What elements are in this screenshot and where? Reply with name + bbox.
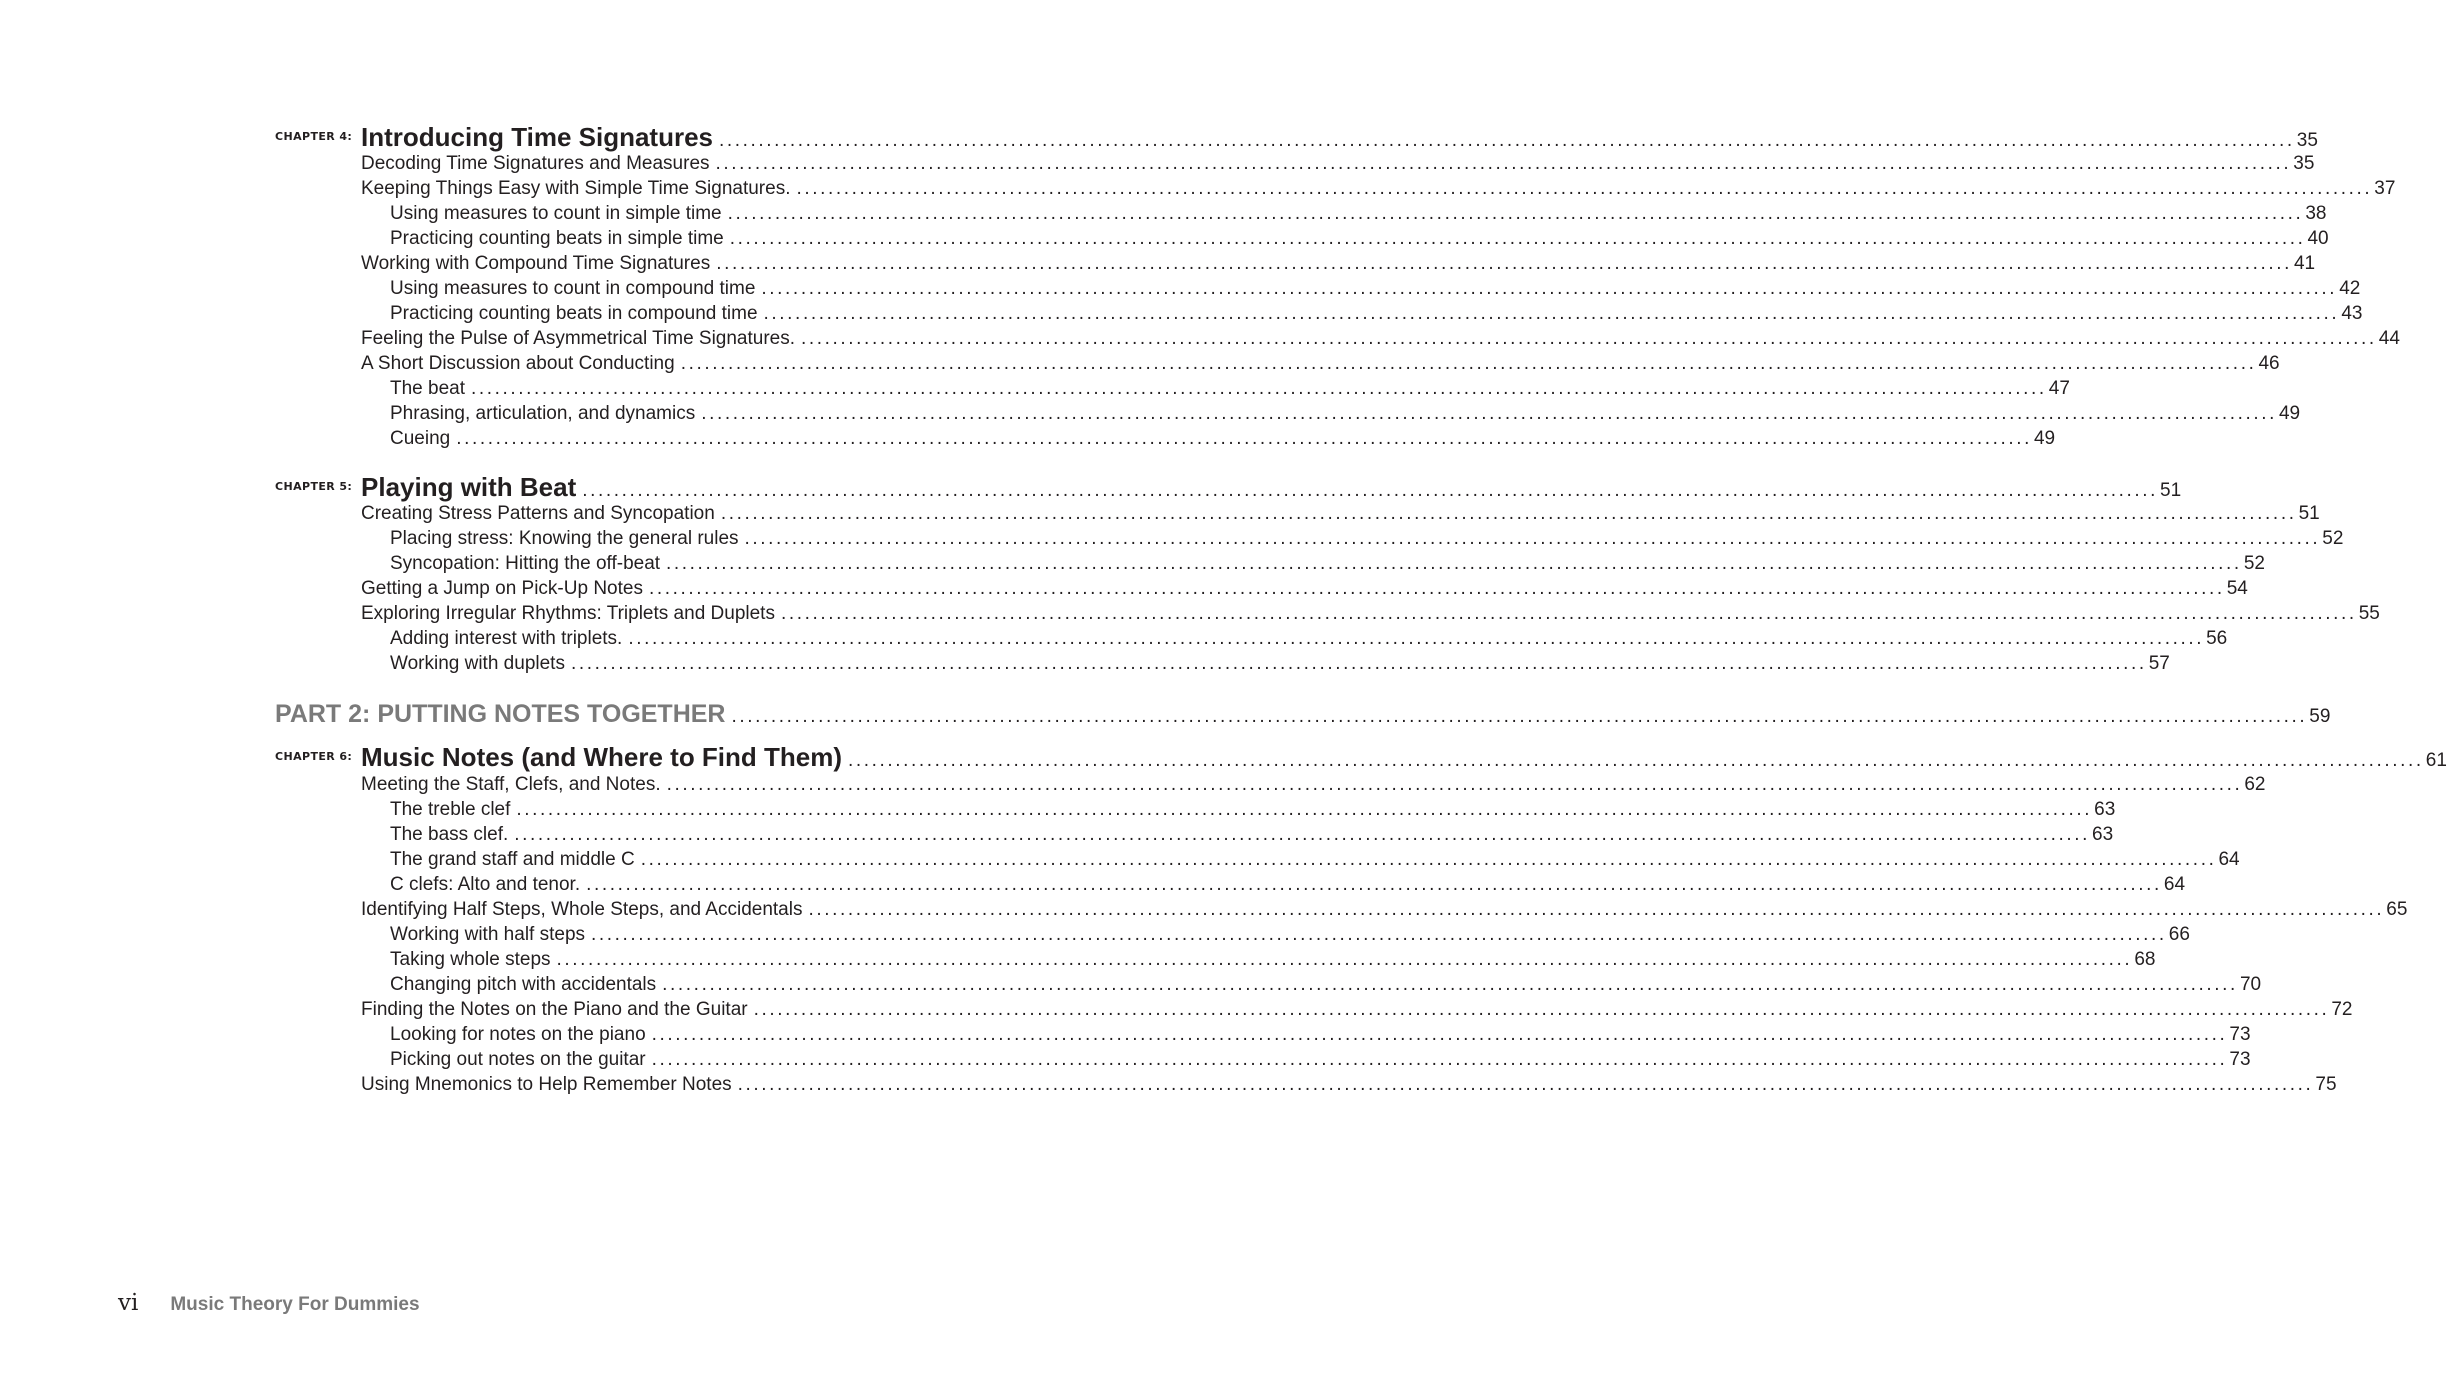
- entry-title: Syncopation: Hitting the off-beat: [390, 553, 661, 574]
- toc-entry[interactable]: [0, 1049, 2251, 1071]
- dot-leader: ........................................................................................................................................................................................................: [471, 378, 2047, 399]
- dot-leader: ........................................................................................................................................................................................................: [701, 403, 2277, 424]
- entry-page-number: 63: [2092, 824, 2114, 845]
- dot-leader: ........................................................................................................................................................................................................: [744, 528, 2321, 549]
- toc-entry[interactable]: [0, 253, 2316, 275]
- entry-page-number: 55: [2358, 603, 2380, 624]
- entry-page-number: 38: [2305, 203, 2327, 224]
- entry-page-number: 35: [2293, 153, 2315, 174]
- entry-title: Placing stress: Knowing the general rules: [390, 528, 739, 549]
- toc-entry[interactable]: [0, 849, 2240, 871]
- entry-page-number: 37: [2374, 178, 2396, 199]
- toc-entry[interactable]: [0, 774, 2266, 796]
- entry-title: Identifying Half Steps, Whole Steps, and Accidentals: [361, 899, 803, 920]
- toc-entry[interactable]: [0, 203, 2327, 225]
- toc-entry[interactable]: [0, 403, 2301, 425]
- toc-entry[interactable]: [0, 153, 2315, 175]
- dot-leader: ........................................................................................................................................................................................................: [680, 353, 2257, 374]
- entry-page-number: 61: [2425, 750, 2447, 771]
- toc-entry[interactable]: [0, 899, 2408, 921]
- entry-title: Taking whole steps: [390, 949, 551, 970]
- entry-page-number: 35: [2296, 130, 2318, 151]
- toc-entry[interactable]: [0, 353, 2280, 375]
- toc-entry[interactable]: [0, 303, 2363, 325]
- entry-title: Practicing counting beats in simple time: [390, 228, 724, 249]
- entry-page-number: 65: [2386, 899, 2408, 920]
- entry-page-number: 72: [2331, 999, 2353, 1020]
- entry-title: Exploring Irregular Rhythms: Triplets and Duplets: [361, 603, 775, 624]
- toc-entry[interactable]: [0, 824, 2114, 846]
- chapter-label: CHAPTER 6:: [275, 750, 353, 763]
- dot-leader: ........................................................................................................................................................................................................: [556, 949, 2133, 970]
- toc-entry[interactable]: [0, 874, 2186, 896]
- toc-entry[interactable]: [0, 628, 2228, 650]
- dot-leader: ........................................................................................................................................................................................................: [801, 328, 2377, 349]
- toc-entry[interactable]: [0, 578, 2248, 600]
- toc-entry[interactable]: [0, 653, 2170, 675]
- dot-leader: ........................................................................................................................................................................................................: [516, 799, 2093, 820]
- entry-title: Working with Compound Time Signatures: [361, 253, 711, 274]
- dot-leader: ........................................................................................................................................................................................................: [628, 628, 2205, 649]
- dot-leader: ........................................................................................................................................................................................................: [719, 130, 2295, 151]
- toc-chapter-entry[interactable]: [0, 742, 2447, 773]
- dot-leader: ........................................................................................................................................................................................................: [582, 480, 2159, 501]
- entry-page-number: 49: [2278, 403, 2301, 424]
- entry-page-number: 59: [2309, 706, 2331, 727]
- dot-leader: ........................................................................................................................................................................................................: [514, 824, 2091, 845]
- entry-title: Working with duplets: [390, 653, 565, 674]
- dot-leader: ........................................................................................................................................................................................................: [640, 849, 2217, 870]
- entry-page-number: 66: [2168, 924, 2190, 945]
- toc-entry[interactable]: [0, 178, 2396, 200]
- toc-entry[interactable]: [0, 924, 2190, 946]
- entry-title: The beat: [390, 378, 465, 399]
- dot-leader: ........................................................................................................................................................................................................: [720, 503, 2297, 524]
- entry-title: Cueing: [390, 428, 451, 449]
- entry-page-number: 73: [2229, 1049, 2251, 1070]
- entry-title: Picking out notes on the guitar: [390, 1049, 646, 1070]
- entry-title: Looking for notes on the piano: [390, 1024, 646, 1045]
- dot-leader: ........................................................................................................................................................................................................: [796, 178, 2373, 199]
- entry-title: Keeping Things Easy with Simple Time Signatures.: [361, 178, 791, 199]
- entry-page-number: 42: [2339, 278, 2361, 299]
- entry-page-number: 56: [2206, 628, 2228, 649]
- entry-page-number: 51: [2160, 480, 2182, 501]
- dot-leader: ........................................................................................................................................................................................................: [763, 303, 2340, 324]
- dot-leader: ........................................................................................................................................................................................................: [651, 1049, 2228, 1070]
- book-title: Music Theory For Dummies: [170, 1294, 420, 1315]
- toc-entry[interactable]: [0, 228, 2329, 250]
- entry-page-number: 70: [2239, 974, 2262, 995]
- dot-leader: ........................................................................................................................................................................................................: [651, 1024, 2228, 1045]
- entry-page-number: 43: [2341, 303, 2363, 324]
- entry-page-number: 73: [2229, 1024, 2251, 1045]
- toc-entry[interactable]: [0, 949, 2156, 971]
- toc-entry[interactable]: [0, 974, 2262, 996]
- entry-page-number: 51: [2298, 503, 2320, 524]
- entry-page-number: 52: [2243, 553, 2265, 574]
- dot-leader: ........................................................................................................................................................................................................: [586, 874, 2162, 895]
- entry-title: Adding interest with triplets.: [390, 628, 623, 649]
- toc-entry[interactable]: [0, 503, 2320, 525]
- dot-leader: ........................................................................................................................................................................................................: [666, 774, 2243, 795]
- toc-entry[interactable]: [0, 1024, 2251, 1046]
- entry-page-number: 44: [2378, 328, 2400, 349]
- dot-leader: ........................................................................................................................................................................................................: [737, 1074, 2314, 1095]
- dot-leader: ........................................................................................................................................................................................................: [716, 253, 2292, 274]
- entry-page-number: 62: [2244, 774, 2266, 795]
- entry-page-number: 57: [2148, 653, 2170, 674]
- entry-title: A Short Discussion about Conducting: [361, 353, 675, 374]
- entry-title: Getting a Jump on Pick-Up Notes: [361, 578, 643, 599]
- page-number: vi: [118, 1290, 139, 1316]
- toc-chapter-entry[interactable]: [0, 122, 2318, 153]
- entry-page-number: 47: [2048, 378, 2070, 399]
- entry-page-number: 64: [2218, 849, 2240, 870]
- entry-page-number: 54: [2226, 578, 2248, 599]
- entry-title: The treble clef: [390, 799, 511, 820]
- entry-title: The grand staff and middle C: [390, 849, 635, 870]
- entry-title: Working with half steps: [390, 924, 586, 945]
- entry-title: Playing with Beat: [361, 472, 577, 502]
- entry-title: Creating Stress Patterns and Syncopation: [361, 503, 715, 524]
- page-footer: [118, 1290, 420, 1316]
- toc-chapter-entry[interactable]: [0, 472, 2182, 503]
- toc-entry[interactable]: [0, 278, 2361, 300]
- entry-title: Introducing Time Signatures: [361, 122, 714, 152]
- toc-part-entry[interactable]: [0, 700, 2331, 729]
- dot-leader: ........................................................................................................................................................................................................: [780, 603, 2357, 624]
- toc-entry[interactable]: [0, 328, 2400, 350]
- entry-page-number: 68: [2134, 949, 2156, 970]
- entry-page-number: 75: [2315, 1074, 2337, 1095]
- entry-page-number: 64: [2163, 874, 2186, 895]
- toc-entry[interactable]: [0, 799, 2116, 821]
- dot-leader: ........................................................................................................................................................................................................: [715, 153, 2292, 174]
- entry-page-number: 49: [2033, 428, 2056, 449]
- toc-entry[interactable]: [0, 528, 2344, 550]
- dot-leader: ........................................................................................................................................................................................................: [727, 203, 2304, 224]
- entry-page-number: 40: [2307, 228, 2329, 249]
- chapter-label: CHAPTER 5:: [275, 480, 353, 493]
- entry-page-number: 63: [2094, 799, 2116, 820]
- entry-title: Practicing counting beats in compound time: [390, 303, 758, 324]
- chapter-label: CHAPTER 4:: [275, 130, 353, 143]
- toc-entry[interactable]: [0, 553, 2265, 575]
- entry-title: Changing pitch with accidentals: [390, 974, 657, 995]
- dot-leader: ........................................................................................................................................................................................................: [729, 228, 2306, 249]
- dot-leader: ........................................................................................................................................................................................................: [648, 578, 2225, 599]
- entry-page-number: 41: [2293, 253, 2316, 274]
- entry-title: Meeting the Staff, Clefs, and Notes.: [361, 774, 661, 795]
- entry-title: The bass clef.: [390, 824, 509, 845]
- entry-title: Using measures to count in simple time: [390, 203, 722, 224]
- entry-title: Using measures to count in compound time: [390, 278, 756, 299]
- dot-leader: ........................................................................................................................................................................................................: [731, 706, 2308, 727]
- dot-leader: ........................................................................................................................................................................................................: [808, 899, 2385, 920]
- entry-page-number: 52: [2322, 528, 2344, 549]
- entry-title: C clefs: Alto and tenor.: [390, 874, 581, 895]
- dot-leader: ........................................................................................................................................................................................................: [761, 278, 2338, 299]
- entry-title: Phrasing, articulation, and dynamics: [390, 403, 696, 424]
- entry-page-number: 46: [2258, 353, 2280, 374]
- toc-entry[interactable]: [0, 428, 2056, 450]
- dot-leader: ........................................................................................................................................................................................................: [456, 428, 2032, 449]
- entry-title: Decoding Time Signatures and Measures: [361, 153, 710, 174]
- dot-leader: ........................................................................................................................................................................................................: [570, 653, 2147, 674]
- dot-leader: ........................................................................................................................................................................................................: [662, 974, 2238, 995]
- entry-title: Finding the Notes on the Piano and the Guitar: [361, 999, 748, 1020]
- dot-leader: ........................................................................................................................................................................................................: [848, 750, 2424, 771]
- toc-entry[interactable]: [0, 378, 2070, 400]
- dot-leader: ........................................................................................................................................................................................................: [591, 924, 2167, 945]
- dot-leader: ........................................................................................................................................................................................................: [666, 553, 2242, 574]
- toc-entry[interactable]: [0, 1074, 2337, 1096]
- entry-title: Feeling the Pulse of Asymmetrical Time Signatures.: [361, 328, 796, 349]
- entry-title: Music Notes (and Where to Find Them): [361, 742, 843, 772]
- entry-title: Using Mnemonics to Help Remember Notes: [361, 1074, 732, 1095]
- toc-entry[interactable]: [0, 603, 2380, 625]
- toc-entry[interactable]: [0, 999, 2353, 1021]
- dot-leader: ........................................................................................................................................................................................................: [753, 999, 2330, 1020]
- entry-title: PART 2: PUTTING NOTES TOGETHER: [275, 700, 726, 728]
